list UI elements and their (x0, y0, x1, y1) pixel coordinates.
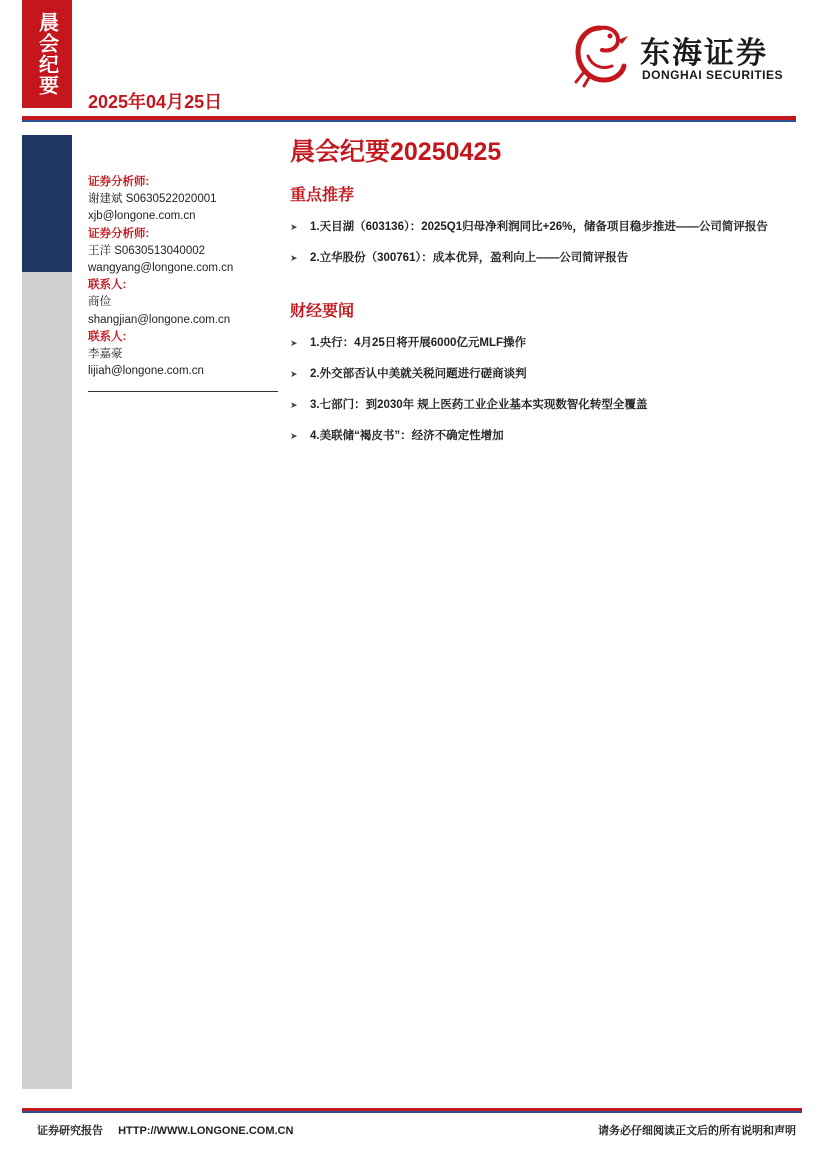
contact-block (88, 226, 258, 278)
footer-website-link[interactable]: HTTP://WWW.LONGONE.COM.CN (118, 1125, 294, 1137)
list-item-text: 3.七部门：到2030年 规上医药工业企业基本实现数智化转型全覆盖 (310, 399, 648, 411)
footer-rule-blue (22, 1111, 802, 1113)
list-item-text: 1.央行：4月25日将开展6000亿元MLF操作 (310, 337, 526, 349)
bullet-arrow-icon: ➤ (290, 369, 298, 379)
report-type-label: 晨会纪要 (35, 12, 58, 96)
contact-block (88, 329, 258, 381)
contact-block (88, 174, 258, 226)
contact-name: 商俭 (88, 296, 111, 309)
logo-chinese-name: 东海证券 (640, 37, 768, 70)
report-date: 2025年04月25日 (88, 92, 223, 112)
list-item-text: 2.立华股份（300761）：成本优异，盈利向上——公司简评报告 (310, 252, 629, 264)
key-recommendations-list (290, 217, 800, 279)
footer-disclaimer: 请务必仔细阅读正文后的所有说明和声明 (598, 1125, 796, 1137)
list-item[interactable] (290, 395, 800, 415)
bullet-arrow-icon: ➤ (290, 431, 298, 441)
list-item[interactable] (290, 426, 800, 446)
financial-news-list (290, 333, 800, 457)
list-item[interactable] (290, 248, 800, 268)
contact-email[interactable]: xjb@longone.com.cn (88, 210, 196, 223)
contact-email[interactable]: wangyang@longone.com.cn (88, 262, 234, 275)
list-item-text: 1.天目湖（603136）：2025Q1归母净利润同比+26%，储备项目稳步推进——公司简评报告 (310, 221, 768, 233)
bullet-arrow-icon: ➤ (290, 222, 298, 232)
sidebar-navy-block (22, 135, 72, 272)
list-item-text: 4.美联储“褐皮书”：经济不确定性增加 (310, 430, 504, 442)
contact-block (88, 277, 258, 329)
contact-email[interactable]: lijiah@longone.com.cn (88, 365, 204, 378)
analyst-contacts (88, 174, 258, 380)
sidebar-gray-block (22, 272, 72, 1089)
contact-role: 证券分析师: (88, 176, 150, 188)
contact-name: 李嘉豪 (88, 348, 123, 361)
section-title-financial-news: 财经要闻 (290, 303, 355, 320)
footer-report-label: 证券研究报告 (37, 1125, 103, 1137)
bullet-arrow-icon: ➤ (290, 253, 298, 263)
contact-name: 谢建斌 S0630522020001 (88, 193, 217, 206)
report-type-tag (22, 0, 72, 108)
bullet-arrow-icon: ➤ (290, 338, 298, 348)
contact-name: 王洋 S0630513040002 (88, 244, 206, 257)
header-rule-blue (22, 120, 796, 122)
contact-role: 联系人: (88, 279, 127, 292)
bullet-arrow-icon: ➤ (290, 400, 298, 410)
contact-email[interactable]: shangjian@longone.com.cn (88, 313, 231, 326)
list-item-text: 2.外交部否认中美就关税问题进行磋商谈判 (310, 368, 527, 380)
dragon-logo-icon (570, 22, 634, 88)
list-item[interactable] (290, 364, 800, 384)
footer-left (37, 1122, 293, 1138)
list-item[interactable] (290, 217, 800, 237)
contact-role: 证券分析师: (88, 227, 150, 240)
contact-role: 联系人: (88, 330, 127, 343)
logo-english-name: DONGHAI SECURITIES (642, 68, 784, 82)
list-item[interactable] (290, 333, 800, 353)
section-title-key-recommendations: 重点推荐 (290, 187, 355, 204)
page-title: 晨会纪要20250425 (290, 138, 502, 166)
donghai-logo (570, 22, 795, 92)
contacts-divider (88, 391, 278, 392)
